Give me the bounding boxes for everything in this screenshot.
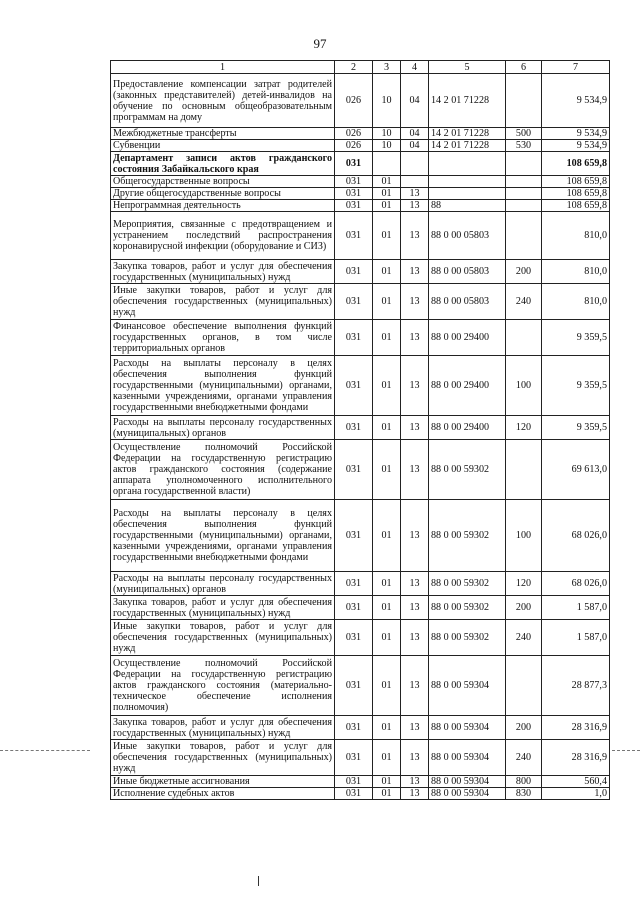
row-vedomstvo-cell: 031 xyxy=(335,188,373,200)
row-razdel-cell: 01 xyxy=(373,596,401,620)
column-header: 6 xyxy=(506,61,542,74)
row-vedomstvo-cell: 031 xyxy=(335,620,373,656)
row-vedomstvo-cell: 031 xyxy=(335,740,373,776)
row-amount-cell: 1,0 xyxy=(542,788,610,800)
row-vedomstvo-cell: 031 xyxy=(335,788,373,800)
table-row xyxy=(111,716,610,740)
column-header: 2 xyxy=(335,61,373,74)
row-target-article-cell: 88 0 00 59304 xyxy=(429,776,506,788)
row-podrazdel-cell: 13 xyxy=(401,320,429,356)
row-target-article-cell xyxy=(429,188,506,200)
row-vedomstvo-cell: 031 xyxy=(335,656,373,716)
row-podrazdel-cell: 13 xyxy=(401,776,429,788)
row-name-cell: Иные бюджетные ассигнования xyxy=(111,776,335,788)
row-name-cell: Осуществление полномочий Российской Федерации на государственную регистрацию актов гражданского состояния (материально-техническое обеспечение исполнения полномочия) xyxy=(111,656,335,716)
row-target-article-cell: 14 2 01 71228 xyxy=(429,74,506,128)
row-name-cell: Расходы на выплаты персоналу государственных (муниципальных) органов xyxy=(111,416,335,440)
row-podrazdel-cell: 13 xyxy=(401,716,429,740)
row-name-cell: Закупка товаров, работ и услуг для обеспечения государственных (муниципальных) нужд xyxy=(111,260,335,284)
row-target-article-cell: 14 2 01 71228 xyxy=(429,140,506,152)
row-name-cell: Непрограммная деятельность xyxy=(111,200,335,212)
row-target-article-cell: 88 xyxy=(429,200,506,212)
row-vedomstvo-cell: 026 xyxy=(335,74,373,128)
table-body xyxy=(111,74,610,800)
table-row xyxy=(111,284,610,320)
table-row xyxy=(111,74,610,128)
row-target-article-cell: 88 0 00 59304 xyxy=(429,788,506,800)
table-row xyxy=(111,500,610,572)
row-razdel-cell: 01 xyxy=(373,188,401,200)
row-podrazdel-cell: 13 xyxy=(401,356,429,416)
row-expense-type-cell: 200 xyxy=(506,260,542,284)
row-razdel-cell: 01 xyxy=(373,620,401,656)
row-expense-type-cell: 800 xyxy=(506,776,542,788)
table-row xyxy=(111,740,610,776)
row-target-article-cell: 88 0 00 59304 xyxy=(429,740,506,776)
budget-table xyxy=(110,60,610,800)
row-target-article-cell: 88 0 00 05803 xyxy=(429,212,506,260)
row-razdel-cell: 01 xyxy=(373,356,401,416)
row-vedomstvo-cell: 031 xyxy=(335,572,373,596)
row-name-cell: Иные закупки товаров, работ и услуг для обеспечения государственных (муниципальных) нужд xyxy=(111,620,335,656)
row-vedomstvo-cell: 026 xyxy=(335,140,373,152)
row-podrazdel-cell: 13 xyxy=(401,572,429,596)
row-target-article-cell: 88 0 00 29400 xyxy=(429,416,506,440)
row-expense-type-cell xyxy=(506,212,542,260)
row-target-article-cell: 88 0 00 59302 xyxy=(429,440,506,500)
row-expense-type-cell xyxy=(506,74,542,128)
row-name-cell: Расходы на выплаты персоналу в целях обеспечения выполнения функций государственными (муниципальными) органами, казенными учреждениями, органами управления государственными внебюджетными фондами xyxy=(111,356,335,416)
row-expense-type-cell: 240 xyxy=(506,740,542,776)
row-razdel-cell: 01 xyxy=(373,500,401,572)
row-razdel-cell: 01 xyxy=(373,260,401,284)
row-vedomstvo-cell: 031 xyxy=(335,152,373,176)
scan-artifact-line-left xyxy=(0,750,90,751)
row-expense-type-cell: 240 xyxy=(506,284,542,320)
row-razdel-cell: 01 xyxy=(373,440,401,500)
row-vedomstvo-cell: 031 xyxy=(335,200,373,212)
row-podrazdel-cell: 13 xyxy=(401,620,429,656)
row-vedomstvo-cell: 031 xyxy=(335,284,373,320)
row-expense-type-cell: 100 xyxy=(506,356,542,416)
table-row xyxy=(111,356,610,416)
row-podrazdel-cell: 04 xyxy=(401,128,429,140)
row-razdel-cell: 01 xyxy=(373,200,401,212)
row-name-cell: Межбюджетные трансферты xyxy=(111,128,335,140)
table-row xyxy=(111,260,610,284)
row-razdel-cell: 01 xyxy=(373,212,401,260)
row-podrazdel-cell: 13 xyxy=(401,188,429,200)
row-amount-cell: 9 534,9 xyxy=(542,128,610,140)
row-expense-type-cell: 200 xyxy=(506,596,542,620)
table-row xyxy=(111,200,610,212)
row-name-cell: Общегосударственные вопросы xyxy=(111,176,335,188)
row-name-cell: Закупка товаров, работ и услуг для обеспечения государственных (муниципальных) нужд xyxy=(111,596,335,620)
row-amount-cell: 9 534,9 xyxy=(542,74,610,128)
row-amount-cell: 9 359,5 xyxy=(542,356,610,416)
page-number: 97 xyxy=(313,36,327,51)
row-expense-type-cell: 120 xyxy=(506,416,542,440)
row-expense-type-cell xyxy=(506,176,542,188)
row-name-cell: Иные закупки товаров, работ и услуг для обеспечения государственных (муниципальных) нужд xyxy=(111,740,335,776)
row-vedomstvo-cell: 031 xyxy=(335,176,373,188)
row-expense-type-cell: 530 xyxy=(506,140,542,152)
row-podrazdel-cell xyxy=(401,176,429,188)
column-header: 5 xyxy=(429,61,506,74)
row-razdel-cell: 01 xyxy=(373,656,401,716)
table-row xyxy=(111,176,610,188)
row-vedomstvo-cell: 031 xyxy=(335,440,373,500)
row-amount-cell: 28 877,3 xyxy=(542,656,610,716)
row-vedomstvo-cell: 031 xyxy=(335,500,373,572)
row-expense-type-cell xyxy=(506,188,542,200)
row-expense-type-cell xyxy=(506,200,542,212)
row-podrazdel-cell xyxy=(401,152,429,176)
row-razdel-cell: 01 xyxy=(373,284,401,320)
row-podrazdel-cell: 04 xyxy=(401,140,429,152)
column-header: 3 xyxy=(373,61,401,74)
row-amount-cell: 1 587,0 xyxy=(542,620,610,656)
row-expense-type-cell: 500 xyxy=(506,128,542,140)
row-podrazdel-cell: 13 xyxy=(401,656,429,716)
row-target-article-cell: 88 0 00 05803 xyxy=(429,260,506,284)
table-row xyxy=(111,140,610,152)
row-expense-type-cell xyxy=(506,320,542,356)
row-vedomstvo-cell: 031 xyxy=(335,356,373,416)
scan-artifact-line-right xyxy=(612,750,640,751)
row-target-article-cell: 88 0 00 59302 xyxy=(429,596,506,620)
row-target-article-cell: 88 0 00 59302 xyxy=(429,620,506,656)
table-row xyxy=(111,416,610,440)
row-podrazdel-cell: 13 xyxy=(401,596,429,620)
column-header: 4 xyxy=(401,61,429,74)
row-razdel-cell: 01 xyxy=(373,740,401,776)
row-podrazdel-cell: 13 xyxy=(401,440,429,500)
row-expense-type-cell: 830 xyxy=(506,788,542,800)
row-vedomstvo-cell: 031 xyxy=(335,260,373,284)
table-row xyxy=(111,656,610,716)
column-header: 7 xyxy=(542,61,610,74)
row-expense-type-cell: 240 xyxy=(506,620,542,656)
row-expense-type-cell: 120 xyxy=(506,572,542,596)
row-razdel-cell: 01 xyxy=(373,416,401,440)
row-razdel-cell: 01 xyxy=(373,320,401,356)
row-podrazdel-cell: 04 xyxy=(401,74,429,128)
scan-artifact-mark xyxy=(258,876,259,886)
row-amount-cell: 810,0 xyxy=(542,284,610,320)
column-header: 1 xyxy=(111,61,335,74)
row-vedomstvo-cell: 031 xyxy=(335,320,373,356)
row-target-article-cell xyxy=(429,152,506,176)
row-razdel-cell: 01 xyxy=(373,176,401,188)
row-vedomstvo-cell: 031 xyxy=(335,596,373,620)
row-target-article-cell: 88 0 00 59304 xyxy=(429,656,506,716)
row-expense-type-cell xyxy=(506,152,542,176)
row-amount-cell: 560,4 xyxy=(542,776,610,788)
row-amount-cell: 9 534,9 xyxy=(542,140,610,152)
row-razdel-cell: 01 xyxy=(373,572,401,596)
row-target-article-cell: 88 0 00 05803 xyxy=(429,284,506,320)
row-target-article-cell: 88 0 00 59302 xyxy=(429,500,506,572)
row-name-cell: Субвенции xyxy=(111,140,335,152)
row-podrazdel-cell: 13 xyxy=(401,284,429,320)
row-expense-type-cell xyxy=(506,656,542,716)
row-amount-cell: 108 659,8 xyxy=(542,188,610,200)
table-row xyxy=(111,572,610,596)
row-target-article-cell: 88 0 00 29400 xyxy=(429,356,506,416)
table-row xyxy=(111,128,610,140)
row-target-article-cell: 88 0 00 29400 xyxy=(429,320,506,356)
table-row xyxy=(111,212,610,260)
row-expense-type-cell: 100 xyxy=(506,500,542,572)
row-name-cell: Исполнение судебных актов xyxy=(111,788,335,800)
row-amount-cell: 810,0 xyxy=(542,260,610,284)
row-amount-cell: 68 026,0 xyxy=(542,572,610,596)
row-podrazdel-cell: 13 xyxy=(401,200,429,212)
row-name-cell: Осуществление полномочий Российской Федерации на государственную регистрацию актов гражданского состояния (содержание аппарата уполномоченного исполнительного органа государственной власти) xyxy=(111,440,335,500)
row-podrazdel-cell: 13 xyxy=(401,416,429,440)
table-row xyxy=(111,620,610,656)
row-razdel-cell: 10 xyxy=(373,74,401,128)
row-podrazdel-cell: 13 xyxy=(401,788,429,800)
table-row xyxy=(111,788,610,800)
row-amount-cell: 68 026,0 xyxy=(542,500,610,572)
table-header-row xyxy=(111,61,610,74)
row-vedomstvo-cell: 031 xyxy=(335,776,373,788)
row-vedomstvo-cell: 031 xyxy=(335,212,373,260)
row-name-cell: Департамент записи актов гражданского состояния Забайкальского края xyxy=(111,152,335,176)
row-vedomstvo-cell: 031 xyxy=(335,416,373,440)
row-name-cell: Расходы на выплаты персоналу в целях обеспечения выполнения функций государственными (муниципальными) органами, казенными учреждениями, органами управления государственными внебюджетными фондами xyxy=(111,500,335,572)
row-amount-cell: 1 587,0 xyxy=(542,596,610,620)
table-row xyxy=(111,152,610,176)
row-amount-cell: 28 316,9 xyxy=(542,716,610,740)
row-target-article-cell: 14 2 01 71228 xyxy=(429,128,506,140)
row-razdel-cell: 01 xyxy=(373,788,401,800)
table-row xyxy=(111,776,610,788)
table-row xyxy=(111,320,610,356)
row-name-cell: Иные закупки товаров, работ и услуг для обеспечения государственных (муниципальных) нужд xyxy=(111,284,335,320)
row-name-cell: Финансовое обеспечение выполнения функций государственных органов, в том числе территориальных органов xyxy=(111,320,335,356)
row-amount-cell: 9 359,5 xyxy=(542,416,610,440)
row-razdel-cell: 01 xyxy=(373,776,401,788)
row-target-article-cell: 88 0 00 59304 xyxy=(429,716,506,740)
row-amount-cell: 108 659,8 xyxy=(542,176,610,188)
row-name-cell: Предоставление компенсации затрат родителей (законных представителей) детей-инвалидов на обучение по основным общеобразовательным программам на дому xyxy=(111,74,335,128)
row-expense-type-cell: 200 xyxy=(506,716,542,740)
row-expense-type-cell xyxy=(506,440,542,500)
table-row xyxy=(111,440,610,500)
table-row xyxy=(111,188,610,200)
row-amount-cell: 28 316,9 xyxy=(542,740,610,776)
row-razdel-cell: 10 xyxy=(373,128,401,140)
row-name-cell: Другие общегосударственные вопросы xyxy=(111,188,335,200)
row-name-cell: Мероприятия, связанные с предотвращением и устранением последствий распространения коронавирусной инфекции (оборудование и СИЗ) xyxy=(111,212,335,260)
table-row xyxy=(111,596,610,620)
row-podrazdel-cell: 13 xyxy=(401,260,429,284)
row-name-cell: Закупка товаров, работ и услуг для обеспечения государственных (муниципальных) нужд xyxy=(111,716,335,740)
row-podrazdel-cell: 13 xyxy=(401,500,429,572)
row-target-article-cell: 88 0 00 59302 xyxy=(429,572,506,596)
row-podrazdel-cell: 13 xyxy=(401,740,429,776)
row-amount-cell: 9 359,5 xyxy=(542,320,610,356)
row-name-cell: Расходы на выплаты персоналу государственных (муниципальных) органов xyxy=(111,572,335,596)
row-target-article-cell xyxy=(429,176,506,188)
row-razdel-cell xyxy=(373,152,401,176)
row-vedomstvo-cell: 026 xyxy=(335,128,373,140)
row-amount-cell: 108 659,8 xyxy=(542,152,610,176)
row-amount-cell: 810,0 xyxy=(542,212,610,260)
row-vedomstvo-cell: 031 xyxy=(335,716,373,740)
row-amount-cell: 69 613,0 xyxy=(542,440,610,500)
row-podrazdel-cell: 13 xyxy=(401,212,429,260)
row-razdel-cell: 10 xyxy=(373,140,401,152)
row-razdel-cell: 01 xyxy=(373,716,401,740)
row-amount-cell: 108 659,8 xyxy=(542,200,610,212)
